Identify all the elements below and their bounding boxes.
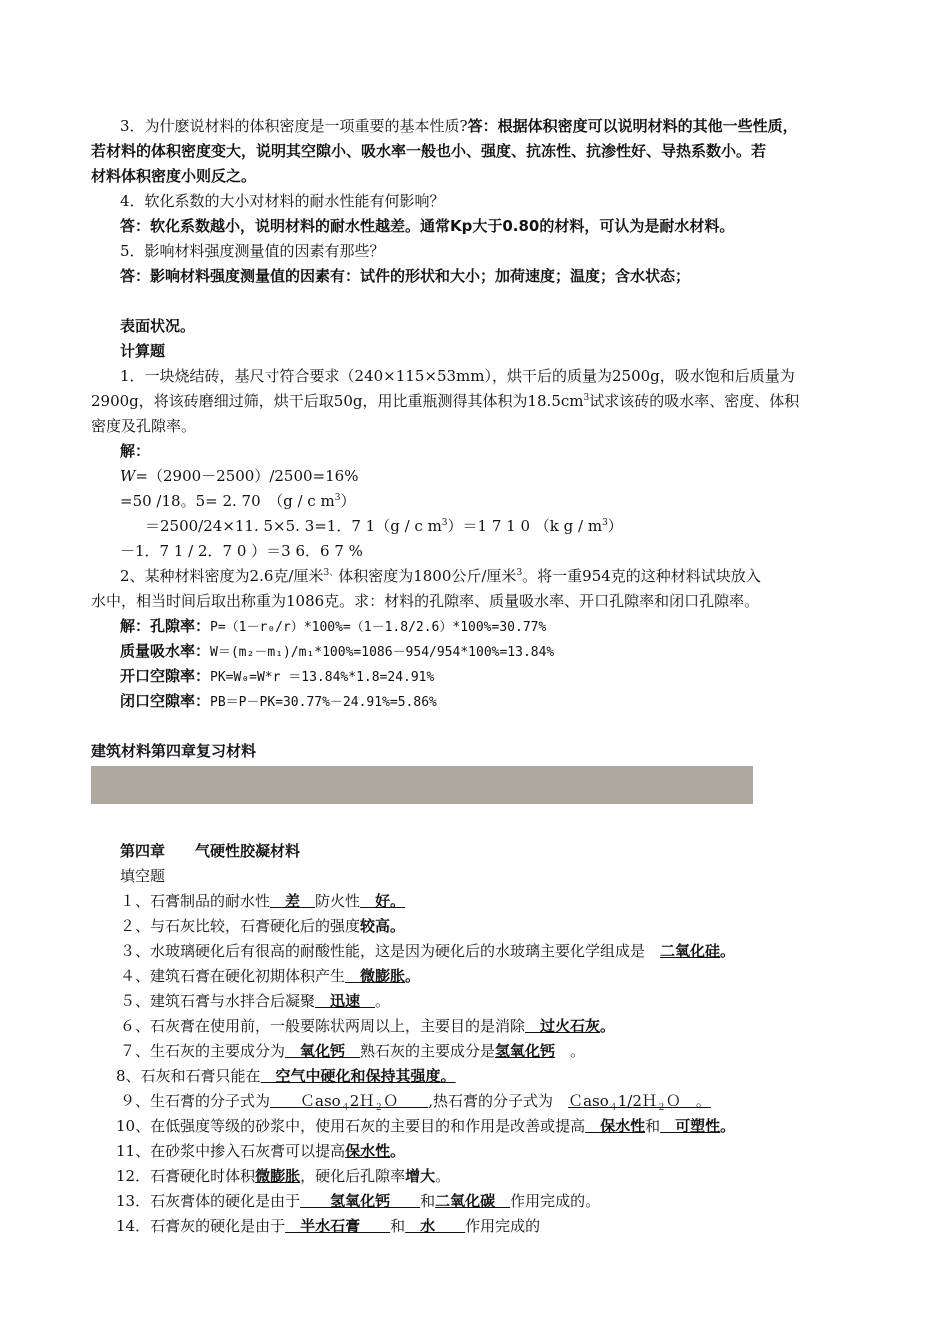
item-12-text-2: ，硬化后孔隙率 [300,1167,406,1185]
fill-blank-heading: 填空题 [120,867,166,885]
rho0-end: ） [607,517,623,535]
q4-answer: 答：软化系数越小，说明材料的耐水性越差。通常Kp大于0.80的材料，可认为是耐水材料。 [120,217,735,235]
item-13-end: 作用完成的。 [510,1192,601,1210]
cm3-sup: 3 [583,393,590,403]
item-1-answer-2: 好。 [360,892,406,910]
item-1-answer-1: 差 [270,892,316,910]
gray-banner [91,766,753,804]
q5-answer: 答：影响材料强度测量值的因素有：试件的形状和大小；加荷速度；温度；含水状态； [120,267,691,285]
q3-line [120,116,798,136]
porosity-formula: P=（1－r₀/r）*100%=（1－1.8/2.6）*100%=30.77% [210,620,547,635]
item-6-end: 。 [600,1017,616,1035]
formula-caso-2: Ｃaso [568,1092,609,1110]
rho0-expression: ＝2500/24×11. 5×5. 3=1．7 1（g / c m [145,517,442,535]
calc1-p-formula: －1．7 1 / 2．7 0 ）＝3 6．6 7 % [120,542,363,560]
calc1-line2-b: 试求该砖的吸水率、密度、体积 [589,392,800,410]
item-2 [120,916,405,936]
calc1-line3: 密度及孔隙率。 [91,417,197,435]
sub-2-2: ２ [656,1103,666,1113]
calc2-sup2: 3 [516,568,523,578]
closed-porosity-formula: PB＝P－PK=30.77%－24.91%=5.86% [210,695,437,710]
formula-half-h: 1/2Ｈ [617,1092,657,1110]
calc1-rho0-formula [145,516,623,536]
sub-4: ４ [340,1103,350,1113]
item-10-answer-1: 保水性 [585,1117,646,1135]
item-6-answer: 过火石灰 [525,1017,601,1035]
calc2-line1-a: 2、某种材料密度为2.6克/厘米 [120,567,324,585]
item-11-answer: 保水性 [345,1142,391,1160]
q3-answer-line2: 若材料的体积密度变大，说明其空隙小、吸水率一般也小、强度、抗冻性、抗渗性好、导热系数小。若 [91,142,767,160]
item-12-answer-2: 增大 [405,1167,436,1185]
item-2-answer: 较高。 [360,917,406,935]
item-1-text-2: 防火性 [315,892,361,910]
q3-answer-start: 答：根据体积密度可以说明材料的其他一些性质， [467,117,798,135]
item-8-answer: 空气中硬化和保持其强度。 [260,1067,456,1085]
item-11 [116,1141,405,1161]
item-5-text: ５、建筑石膏与水拌合后凝聚 [120,992,316,1010]
calc1-line1: 1．一块烧结砖，基尺寸符合要求（240×115×53mm），烘干后的质量为2500g，吸水饱和后质量为 [120,367,795,385]
item-7 [120,1041,585,1061]
item-11-end: 。 [390,1142,406,1160]
calc2-closed-porosity [120,691,437,713]
open-porosity-formula: PK=W₀=W*r ＝13.84%*1.8=24.91% [210,670,435,685]
item-9-text: ９、生石膏的分子式为 [120,1092,271,1110]
q5-question: 5．影响材料强度测量值的因素有那些？ [120,242,385,260]
mass-absorption-label: 质量吸水率： [120,642,211,660]
item-3-text: ３、水玻璃硬化后有很高的耐酸性能，这是因为硬化后的水玻璃主要化学组成是 [120,942,661,960]
rho-end: ） [340,492,356,510]
item-4-text: ４、建筑石膏在硬化初期体积产生 [120,967,346,985]
item-12-text: 12．石膏硬化时体积 [116,1167,256,1185]
open-porosity-label: 开口空隙率： [120,667,211,685]
item-12 [116,1166,450,1186]
rho0-mid: ）＝1 7 1 0 （k g / m [447,517,603,535]
rho-sup: 3 [334,493,341,503]
item-5 [120,991,390,1011]
surface-condition: 表面状况。 [120,317,196,335]
q3-question: 3．为什麽说材料的体积密度是一项重要的基本性质? [120,117,468,135]
item-14 [116,1216,540,1236]
rho0-sup2: 3 [602,518,608,528]
item-13-and: 和 [420,1192,436,1210]
item-10-text: 10、在低强度等级的砂浆中，使用石灰的主要目的和作用是改善或提高 [116,1117,586,1135]
item-3-end: 。 [720,942,736,960]
calc2-line1 [120,566,761,586]
w-symbol: W [120,467,136,485]
calc2-mass-absorption [120,641,554,663]
item-14-and: 和 [390,1217,406,1235]
item-5-end: 。 [375,992,391,1010]
mass-absorption-formula: W＝(m₂－m₁)/m₁*100%=1086－954/954*100%=13.84% [210,645,555,660]
item-7-answer-1: 氧化钙 [285,1042,361,1060]
formula-o-2: Ｏ 。 [665,1092,711,1110]
sub-4-2: ４ [608,1103,618,1113]
item-2-text: ２、与石灰比较，石膏硬化后的强度 [120,917,361,935]
closed-porosity-label: 闭口空隙率： [120,692,211,710]
calc1-rho-formula [120,491,355,511]
q3-answer-line3: 材料体积密度小则反之。 [91,167,257,185]
item-12-end: 。 [435,1167,451,1185]
item-13-answer-2: 二氧化碳 [435,1192,511,1210]
item-8 [116,1066,456,1086]
item-6 [120,1016,615,1036]
item-4-end: 。 [405,967,421,985]
item-14-answer-1: 半水石膏 [285,1217,391,1235]
calc2-line1-b: 体积密度为1800公斤/厘米 [338,567,517,585]
item-10-and: 和 [645,1117,661,1135]
item-13-text: 13．石灰膏体的硬化是由于 [116,1192,301,1210]
calc1-line2-a: 2900g，将该砖磨细过筛，烘干后取50g，用比重瓶测得其体积为18.5cm [91,392,584,410]
item-7-text: ７、生石灰的主要成分为 [120,1042,286,1060]
item-10 [116,1116,735,1136]
item-1-text: １、石膏制品的耐水性 [120,892,271,910]
item-1 [120,891,405,911]
formula-2h: 2Ｈ [349,1092,375,1110]
w-expression: =（2900－2500）/2500=16% [135,467,359,485]
item-12-answer-1: 微膨胀 [255,1167,301,1185]
calc2-sup1: 3、 [323,568,339,578]
item-14-answer-2: 水 [405,1217,466,1235]
q4-question: 4．软化系数的大小对材料的耐水性能有何影响？ [120,192,445,210]
item-8-text: 8、石灰和石膏只能在 [116,1067,261,1085]
item-3 [120,941,735,961]
item-9-answer-1 [270,1092,429,1113]
calc1-line2 [91,391,799,411]
rho-expression: =50 /18。5= 2. 70 （g / c m [120,492,335,510]
item-7-text-2: 熟石灰的主要成分是 [360,1042,496,1060]
formula-o: Ｏ [383,1092,429,1110]
calc-heading: 计算题 [120,342,166,360]
item-13 [116,1191,600,1211]
item-4-answer: 微膨胀 [345,967,406,985]
item-14-end: 作用完成的 [465,1217,541,1235]
sub-2: ２ [374,1103,384,1113]
item-5-answer: 迅速 [315,992,376,1010]
review-title: 建筑材料第四章复习材料 [91,742,257,760]
item-3-answer: 二氧化硅 [660,942,721,960]
item-11-text: 11、在砂浆中掺入石灰膏可以提高 [116,1142,346,1160]
chapter-heading: 第四章 气硬性胶凝材料 [120,842,301,860]
item-9-answer-2 [568,1092,711,1113]
calc1-w-formula [120,466,358,486]
item-6-text: ６、石灰膏在使用前，一般要陈状两周以上，主要目的是消除 [120,1017,526,1035]
calc2-line1-c: 。将一重954克的这种材料试块放入 [522,567,761,585]
item-7-answer-2: 氢氧化钙 [495,1042,556,1060]
item-13-answer-1: 氢氧化钙 [300,1192,421,1210]
calc2-open-porosity [120,666,434,688]
rho0-sup: 3 [441,518,448,528]
calc1-solution-label: 解： [120,442,151,460]
calc2-porosity [120,616,546,638]
item-10-end: 。 [720,1117,736,1135]
item-4 [120,966,420,986]
item-7-end: 。 [555,1042,586,1060]
porosity-label: 解：孔隙率： [120,617,211,635]
formula-caso: Ｃaso [270,1092,341,1110]
item-10-answer-2: 可塑性 [660,1117,721,1135]
calc2-line2: 水中，相当时间后取出称重为1086克。求：材料的孔隙率、质量吸水率、开口孔隙率和闭口孔隙率。 [91,592,760,610]
item-9-text-2: ,热石膏的分子式为 [428,1092,569,1110]
item-14-text: 14．石膏灰的硬化是由于 [116,1217,286,1235]
item-9 [120,1091,711,1111]
